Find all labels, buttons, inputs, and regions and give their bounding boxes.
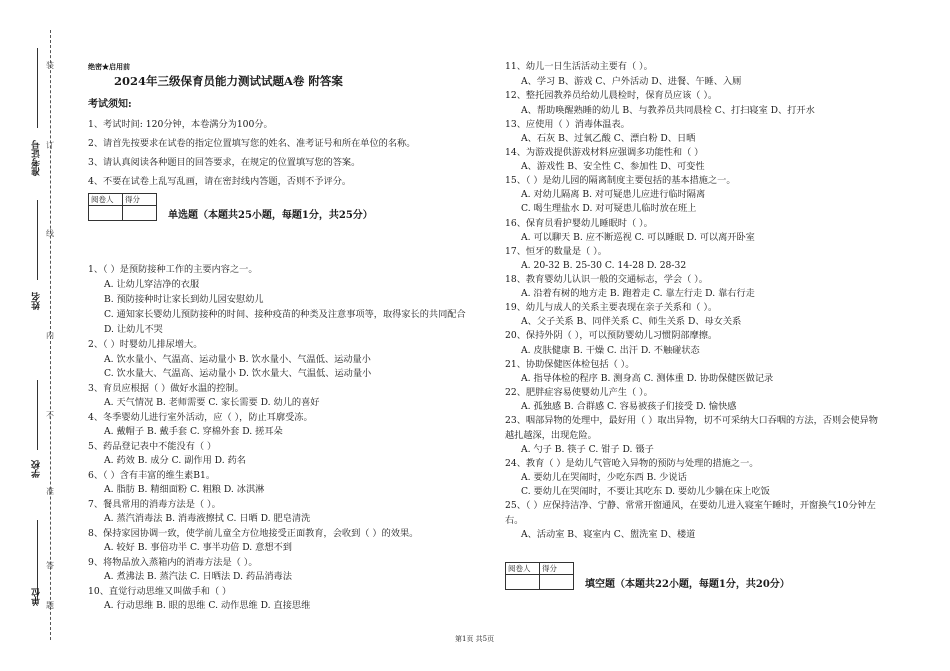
question-text: 25、（ ）应保持洁净、宁静、常常开窗通风，在要幼儿进入寝室午睡时，开窗换气10分钟左 — [505, 500, 876, 511]
question-text: 12、整托园教养员给幼儿晨检时，保育员应该（ ）。 — [505, 90, 718, 101]
unit-label: 单位 — [32, 588, 42, 606]
question-text: 21、协助保健医体检包括（ ）。 — [505, 359, 635, 370]
question-text: 1、（ ）是预防接种工作的主要内容之一。 — [88, 264, 258, 275]
score-label: 得分 — [540, 563, 574, 575]
exam-title: 2024年三级保育员能力测试试题A卷 附答案 — [114, 74, 343, 88]
question-text: 8、保持家园协调一致，使学前儿童全方位地接受正面教育，会收到（ ）的效果。 — [88, 528, 419, 539]
reviewer-label: 阅卷人 — [506, 563, 540, 575]
notice-item: 2、请首先按要求在试卷的指定位置填写您的姓名、准考证号和所在单位的名称。 — [88, 138, 416, 149]
option-text: A、石灰 B、过氧乙酸 C、漂白粉 D、日晒 — [521, 133, 696, 144]
question-text: 18、教育婴幼儿认识一般的交通标志，学会（ ）。 — [505, 274, 708, 285]
binding-mark: 答 — [46, 561, 54, 570]
binding-mark: 不 — [46, 411, 54, 420]
question-text: 13、应使用（ ）消毒体温表。 — [505, 119, 630, 130]
binding-mark: 内 — [46, 331, 54, 340]
option-text: A. 孤独感 B. 合群感 C. 容易被孩子们接受 D. 愉快感 — [521, 401, 737, 412]
binding-mark: 线 — [46, 229, 54, 238]
reviewer-cell[interactable] — [506, 575, 540, 590]
option-text: A. 可以聊天 B. 应不断巡视 C. 可以睡眠 D. 可以离开卧室 — [521, 232, 755, 243]
score-cell[interactable] — [123, 206, 157, 221]
section-title-fill-blank: 填空题（本题共22小题，每题1分，共20分） — [585, 579, 790, 590]
question-text: 2、（ ）时婴幼儿排尿增大。 — [88, 339, 203, 350]
option-text: A、父子关系 B、同伴关系 C、师生关系 D、母女关系 — [521, 316, 742, 327]
notice-heading: 考试须知: — [88, 99, 132, 110]
name-line — [37, 200, 38, 280]
notice-item: 4、不要在试卷上乱写乱画，请在密封线内答题，否则不予评分。 — [88, 176, 352, 187]
option-text: A、帮助唤醒熟睡的幼儿 B、与教养员共同晨检 C、打扫寝室 D、打开水 — [521, 105, 815, 116]
option-text: A. 蒸汽消毒法 B. 消毒液擦拭 C. 日晒 D. 肥皂清洗 — [104, 513, 311, 524]
question-text: 19、幼儿与成人的关系主要表现在亲子关系和（ ）。 — [505, 302, 718, 313]
question-text: 14、为游戏提供游戏材料应强调多功能性和（ ） — [505, 147, 704, 158]
binding-mark: 订 — [46, 141, 54, 150]
question-text: 17、恒牙的数量是（ ）。 — [505, 246, 607, 257]
school-line — [37, 380, 38, 450]
option-text: C. 要幼儿在哭闹时，不要让其吃东 D. 要幼儿少躺在床上吃饭 — [521, 486, 770, 497]
option-text: A. 要幼儿在哭闹时，少吃东西 B. 少说话 — [521, 472, 687, 483]
question-text: 24、教育（ ）是幼儿气管呛入异物的预防与处理的措施之一。 — [505, 458, 759, 469]
option-text: A. 皮肤健康 B. 干燥 C. 出汗 D. 不触碰状态 — [521, 345, 700, 356]
reviewer-cell[interactable] — [89, 206, 123, 221]
option-text: A. 戴帽子 B. 戴手套 C. 穿棉外套 D. 搓耳朵 — [104, 426, 283, 437]
question-text: 20、保持外阴（ ），可以预防婴幼儿习惯阴部摩擦。 — [505, 330, 718, 341]
option-text: A、游戏性 B、安全性 C、参加性 D、可变性 — [521, 161, 705, 172]
option-text: A. 对幼儿隔离 B. 对可疑患儿应进行临时隔离 — [521, 189, 706, 200]
score-box — [88, 193, 157, 221]
question-text: 9、将物品放入蒸箱内的消毒方法是（ ）。 — [88, 557, 258, 568]
option-text: A. 较好 B. 事倍功半 C. 事半功倍 D. 意想不到 — [104, 542, 292, 553]
option-text: C. 通知家长婴幼儿预防接种的时间、接种疫苗的种类及注意事项等，取得家长的共同配合 — [104, 309, 466, 320]
option-text: A. 药效 B. 成分 C. 副作用 D. 药名 — [104, 455, 246, 466]
option-text: A. 煮沸法 B. 蒸汽法 C. 日晒法 D. 药品消毒法 — [104, 571, 292, 582]
question-text: 6、（ ）含有丰富的维生素B1。 — [88, 470, 216, 481]
exam-number-line — [37, 48, 38, 128]
question-text: 22、肥胖症容易使婴幼儿产生（ ）。 — [505, 387, 653, 398]
name-label: 姓名 — [32, 292, 42, 310]
option-text: A. 指导体检的程序 B. 测身高 C. 测体重 D. 协助保健医做记录 — [521, 373, 774, 384]
question-text: 10、直觉行动思维又叫做手和（ ） — [88, 586, 232, 597]
question-text-continued: 右。 — [505, 515, 524, 526]
section-title-single-choice: 单选题（本题共25小题，每题1分，共25分） — [168, 210, 373, 221]
score-cell[interactable] — [540, 575, 574, 590]
question-text: 23、咽部异物的处理中，最好用（ ）取出异物，切不可采纳大口吞咽的方法，否则会使异物 — [505, 415, 878, 426]
question-text: 5、药品登记表中不能没有（ ） — [88, 441, 217, 452]
option-text: A. 天气情况 B. 老师需要 C. 家长需要 D. 幼儿的喜好 — [104, 397, 320, 408]
question-text: 3、育员应根据（ ）做好水温的控制。 — [88, 383, 244, 394]
question-text: 4、冬季婴幼儿进行室外活动，应（ ），防止耳廓受冻。 — [88, 412, 313, 423]
option-text: B. 预防接种时让家长到幼儿园安慰幼儿 — [104, 294, 264, 305]
binding-mark: 准 — [46, 487, 54, 496]
option-text: A. 饮水量小、气温高、运动量小 B. 饮水量小、气温低、运动量小 — [104, 354, 371, 365]
option-text: D. 让幼儿不哭 — [104, 324, 163, 335]
option-text: A. 脂肪 B. 精细面粉 C. 粗粮 D. 冰淇淋 — [104, 484, 265, 495]
confidential-mark: 绝密★启用前 — [88, 62, 130, 71]
option-text: A、学习 B、游戏 C、户外活动 D、进餐、午睡、入厕 — [521, 76, 742, 87]
score-label: 得分 — [123, 194, 157, 206]
page-footer: 第1页 共5页 — [455, 635, 495, 643]
option-text: A. 行动思维 B. 眼的思维 C. 动作思维 D. 直接思维 — [104, 600, 311, 611]
score-box — [505, 562, 574, 590]
option-text: A、活动室 B、寝室内 C、盥洗室 D、楼道 — [521, 529, 696, 540]
question-text: 15、（ ）是幼儿园的隔离制度主要包括的基本措施之一。 — [505, 175, 736, 186]
option-text: C. 喝生理盐水 D. 对可疑患儿临时放在班上 — [521, 203, 697, 214]
option-text: A. 勺子 B. 筷子 C. 钳子 D. 镊子 — [521, 444, 654, 455]
question-text: 16、保育员看护婴幼儿睡眠时（ ）。 — [505, 218, 653, 229]
option-text: C. 饮水量大、气温高、运动量小 D. 饮水量大、气温低、运动量小 — [104, 368, 372, 379]
question-text-continued: 越扎越深，出现危险。 — [505, 430, 597, 441]
option-text: A. 让幼儿穿洁净的衣服 — [104, 279, 200, 290]
binding-mark: 题 — [46, 601, 54, 610]
exam-number-label: 准考证号 — [32, 140, 42, 176]
option-text: A. 沿着有树的地方走 B. 跑着走 C. 靠左行走 D. 靠右行走 — [521, 288, 755, 299]
question-text: 11、幼儿一日生活活动主要有（ ）。 — [505, 61, 653, 72]
notice-item: 3、请认真阅读各种题目的回答要求，在规定的位置填写您的答案。 — [88, 157, 361, 168]
question-text: 7、餐具常用的消毒方法是（ ）。 — [88, 499, 221, 510]
option-text: A. 20-32 B. 25-30 C. 14-28 D. 28-32 — [521, 260, 687, 271]
school-label: 学校 — [32, 460, 42, 478]
reviewer-label: 阅卷人 — [89, 194, 123, 206]
notice-item: 1、考试时间: 120分钟，本卷满分为100分。 — [88, 119, 273, 130]
binding-mark: 装 — [46, 61, 54, 70]
